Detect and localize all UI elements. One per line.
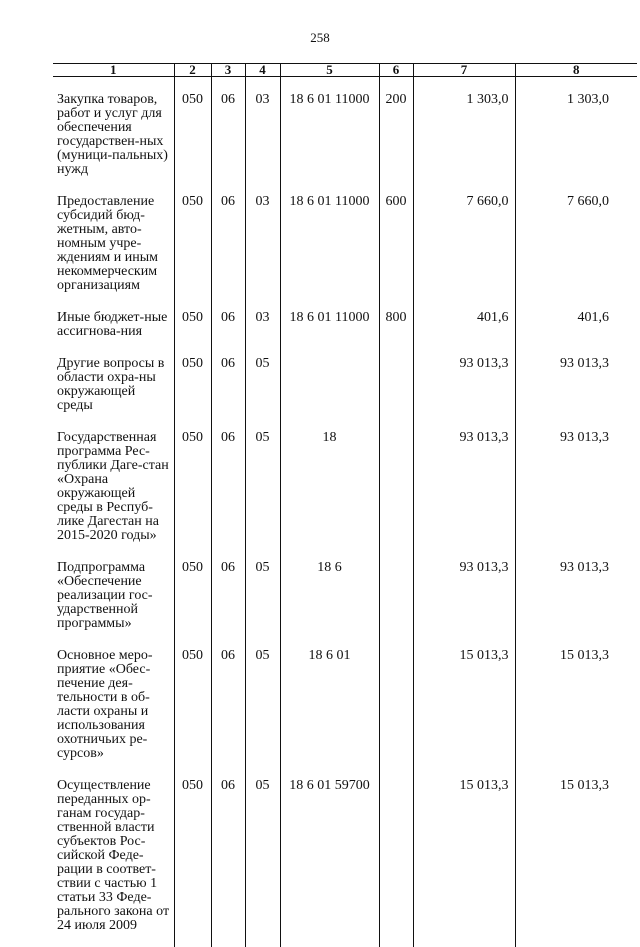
cell-col-5: 18 6 01 <box>280 645 379 775</box>
column-header-8: 8 <box>515 64 637 77</box>
cell-col-8: 15 013,3 <box>515 645 637 775</box>
cell-col-3: 06 <box>211 353 245 427</box>
cell-col-6: 600 <box>379 191 413 307</box>
table-spacer-row <box>53 77 637 90</box>
cell-col-4: 05 <box>245 645 280 775</box>
cell-col-2: 050 <box>174 191 211 307</box>
cell-col-7: 15 013,3 <box>413 645 515 775</box>
cell-col-7: 93 013,3 <box>413 353 515 427</box>
table-body <box>53 77 637 947</box>
table-row <box>53 307 637 353</box>
cell-col-3: 06 <box>211 775 245 947</box>
cell-col-4: 05 <box>245 353 280 427</box>
column-header-6: 6 <box>379 64 413 77</box>
cell-col-3: 06 <box>211 307 245 353</box>
cell-col-7: 1 303,0 <box>413 89 515 191</box>
cell-col-5: 18 6 <box>280 557 379 645</box>
row-name: Иные бюджет-ные ассигнова-ния <box>53 307 174 353</box>
cell-col-4: 05 <box>245 775 280 947</box>
cell-col-5 <box>280 353 379 427</box>
cell-col-2: 050 <box>174 427 211 557</box>
cell-col-8: 7 660,0 <box>515 191 637 307</box>
cell-col-4: 03 <box>245 89 280 191</box>
cell-col-3: 06 <box>211 557 245 645</box>
cell-col-3: 06 <box>211 89 245 191</box>
cell-col-7: 15 013,3 <box>413 775 515 947</box>
cell-col-4: 05 <box>245 557 280 645</box>
cell-col-8: 93 013,3 <box>515 353 637 427</box>
cell-col-7: 7 660,0 <box>413 191 515 307</box>
cell-col-5: 18 6 01 11000 <box>280 191 379 307</box>
cell-col-6 <box>379 645 413 775</box>
table-row <box>53 427 637 557</box>
column-header-1: 1 <box>53 64 174 77</box>
cell-col-7: 93 013,3 <box>413 427 515 557</box>
cell-col-2: 050 <box>174 557 211 645</box>
column-header-2: 2 <box>174 64 211 77</box>
row-name: Основное меро-приятие «Обес-печение дея-тельности в об-ласти охраны и использования охотничьих ре-сурсов» <box>53 645 174 775</box>
cell-col-8: 1 303,0 <box>515 89 637 191</box>
budget-table-container <box>53 63 637 947</box>
cell-col-5: 18 6 01 59700 <box>280 775 379 947</box>
cell-col-2: 050 <box>174 353 211 427</box>
cell-col-5: 18 6 01 11000 <box>280 89 379 191</box>
column-header-4: 4 <box>245 64 280 77</box>
cell-col-2: 050 <box>174 307 211 353</box>
table-header <box>53 64 637 77</box>
column-header-7: 7 <box>413 64 515 77</box>
cell-col-8: 401,6 <box>515 307 637 353</box>
header-row <box>53 64 637 77</box>
table-row <box>53 645 637 775</box>
row-name: Осуществление переданных ор-ганам государ-ственной власти субъектов Рос-сийской Феде-рации в соответ-ствии с частью 1 статьи 33 Феде-рального закона от 24 июля 2009 <box>53 775 174 947</box>
table-row <box>53 191 637 307</box>
cell-col-4: 03 <box>245 191 280 307</box>
cell-col-3: 06 <box>211 427 245 557</box>
cell-col-6 <box>379 427 413 557</box>
row-name: Подпрограмма «Обеспечение реализации гос-ударственной программы» <box>53 557 174 645</box>
cell-col-8: 93 013,3 <box>515 427 637 557</box>
cell-col-7: 93 013,3 <box>413 557 515 645</box>
cell-col-4: 03 <box>245 307 280 353</box>
column-header-3: 3 <box>211 64 245 77</box>
cell-col-4: 05 <box>245 427 280 557</box>
cell-col-5: 18 <box>280 427 379 557</box>
cell-col-6 <box>379 557 413 645</box>
cell-col-2: 050 <box>174 645 211 775</box>
cell-col-7: 401,6 <box>413 307 515 353</box>
budget-table <box>53 63 637 947</box>
cell-col-6 <box>379 353 413 427</box>
page-number: 258 <box>0 30 640 46</box>
cell-col-6: 800 <box>379 307 413 353</box>
row-name: Предоставление субсидий бюд-жетным, авто-номным учре-ждениям и иным некоммерческим организациям <box>53 191 174 307</box>
column-header-5: 5 <box>280 64 379 77</box>
cell-col-3: 06 <box>211 191 245 307</box>
row-name: Закупка товаров, работ и услуг для обеспечения государствен-ных (муници-пальных) нужд <box>53 89 174 191</box>
cell-col-8: 15 013,3 <box>515 775 637 947</box>
table-row <box>53 775 637 947</box>
cell-col-2: 050 <box>174 89 211 191</box>
table-row <box>53 353 637 427</box>
cell-col-6 <box>379 775 413 947</box>
table-row <box>53 557 637 645</box>
table-row <box>53 89 637 191</box>
row-name: Государственная программа Рес-публики Даге-стан «Охрана окружающей среды в Респуб-лике Дагестан на 2015-2020 годы» <box>53 427 174 557</box>
cell-col-5: 18 6 01 11000 <box>280 307 379 353</box>
cell-col-8: 93 013,3 <box>515 557 637 645</box>
row-name: Другие вопросы в области охра-ны окружающей среды <box>53 353 174 427</box>
cell-col-6: 200 <box>379 89 413 191</box>
cell-col-3: 06 <box>211 645 245 775</box>
cell-col-2: 050 <box>174 775 211 947</box>
